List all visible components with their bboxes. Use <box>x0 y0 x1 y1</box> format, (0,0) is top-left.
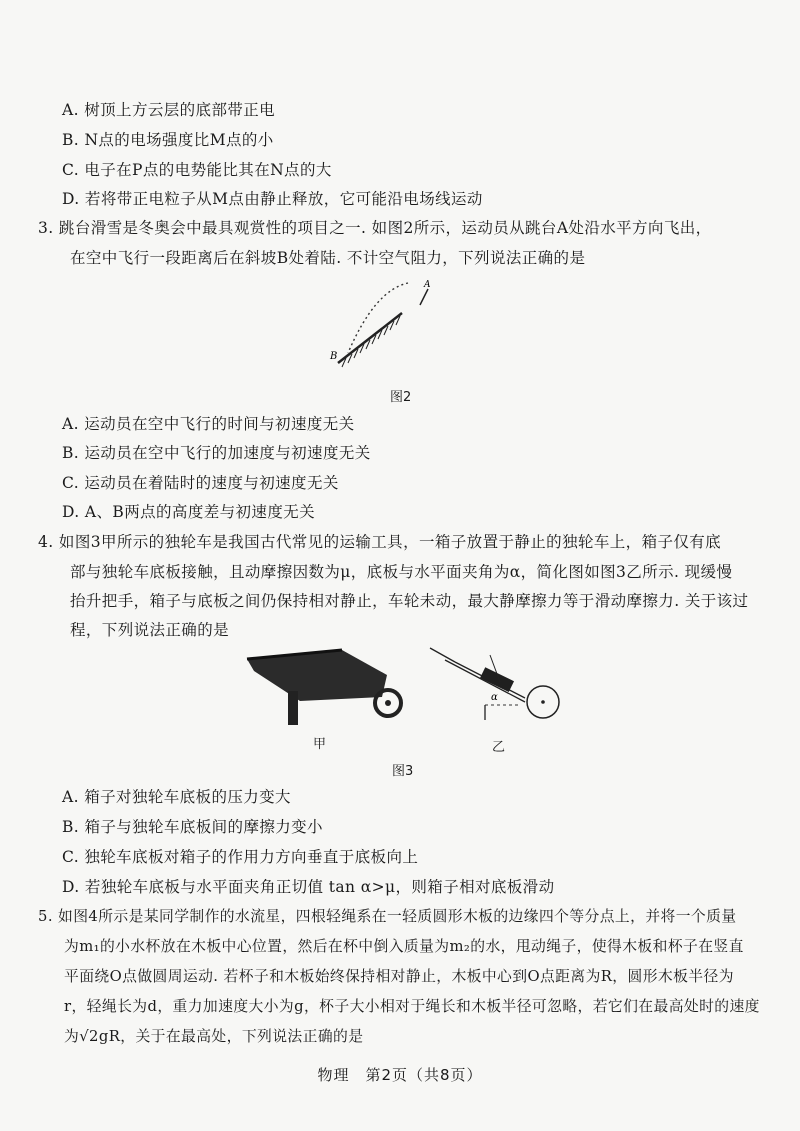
q2-option-b: B. N点的电场强度比M点的小 <box>62 131 274 149</box>
q4-option-a: A. 箱子对独轮车底板的压力变大 <box>62 788 291 806</box>
q4-stem-line4: 程，下列说法正确的是 <box>70 621 230 639</box>
figure-3-yi-diagram <box>425 640 585 735</box>
wheelbarrow-leg <box>288 691 298 725</box>
q4-option-b: B. 箱子与独轮车底板间的摩擦力变小 <box>62 818 323 836</box>
figure-3-jia-wheelbarrow <box>242 645 412 730</box>
q2-option-d: D. 若将带正电粒子从M点由静止释放，它可能沿电场线运动 <box>62 190 483 208</box>
q5-stem-line3: 平面绕O点做圆周运动. 若杯子和木板始终保持相对静止，木板中心到O点距离为R，圆形木板半径为 <box>64 968 734 985</box>
q3-stem-line1: 3. 跳台滑雪是冬奥会中最具观赏性的项目之一. 如图2所示，运动员从跳台A处沿水平方向飞出， <box>38 219 712 237</box>
alpha-label: α <box>491 692 498 703</box>
page-footer: 物理 第2页（共8页） <box>317 1066 483 1084</box>
q4-stem-line1: 4. 如图3甲所示的独轮车是我国古代常见的运输工具，一箱子放置于静止的独轮车上，箱子仅有底 <box>38 533 722 551</box>
figure-3-jia-label: 甲 <box>313 737 327 752</box>
label-a: A <box>424 280 431 290</box>
q3-stem-line2: 在空中飞行一段距离后在斜坡B处着陆. 不计空气阻力，下列说法正确的是 <box>70 249 586 267</box>
q4-stem-line2: 部与独轮车底板接触，且动摩擦因数为μ，底板与水平面夹角为α，简化图如图3乙所示. 现缓慢 <box>70 563 733 581</box>
figure-3-yi-label: 乙 <box>492 740 506 755</box>
q4-option-d: D. 若独轮车底板与水平面夹角正切值 tan α>μ，则箱子相对底板滑动 <box>62 878 555 896</box>
q5-stem-line5: 为√2gR，关于在最高处，下列说法正确的是 <box>64 1028 364 1045</box>
figure-2-caption: 图2 <box>390 390 412 405</box>
q3-option-b: B. 运动员在空中飞行的加速度与初速度无关 <box>62 444 371 462</box>
q5-stem-line2: 为m₁的小水杯放在木板中心位置，然后在杯中倒入质量为m₂的水，甩动绳子，使得木板和杯子在竖直 <box>64 938 744 955</box>
q4-stem-line3: 抬升把手，箱子与底板之间仍保持相对静止，车轮未动，最大静摩擦力等于滑动摩擦力. 关于该过 <box>70 592 749 610</box>
q3-option-a: A. 运动员在空中飞行的时间与初速度无关 <box>62 415 355 433</box>
q2-option-c: C. 电子在P点的电势能比其在N点的大 <box>62 161 332 179</box>
q5-stem-line1: 5. 如图4所示是某同学制作的水流星，四根轻绳系在一轻质圆形木板的边缘四个等分点上，并将一个质量 <box>38 908 737 925</box>
q3-option-c: C. 运动员在着陆时的速度与初速度无关 <box>62 474 339 492</box>
platform-a <box>420 289 428 305</box>
figure-3-caption: 图3 <box>392 764 414 779</box>
q3-option-d: D. A、B两点的高度差与初速度无关 <box>62 503 316 521</box>
q2-option-a: A. 树顶上方云层的底部带正电 <box>62 101 276 119</box>
q5-stem-line4: r，轻绳长为d，重力加速度大小为g，杯子大小相对于绳长和木板半径可忽略，若它们在最高处时的速度 <box>64 998 760 1015</box>
q4-option-c: C. 独轮车底板对箱子的作用力方向垂直于底板向上 <box>62 848 419 866</box>
box <box>480 667 514 692</box>
figure-2-ski-jump <box>320 275 440 375</box>
slope-hatched <box>338 313 402 367</box>
label-b: B <box>330 351 338 362</box>
